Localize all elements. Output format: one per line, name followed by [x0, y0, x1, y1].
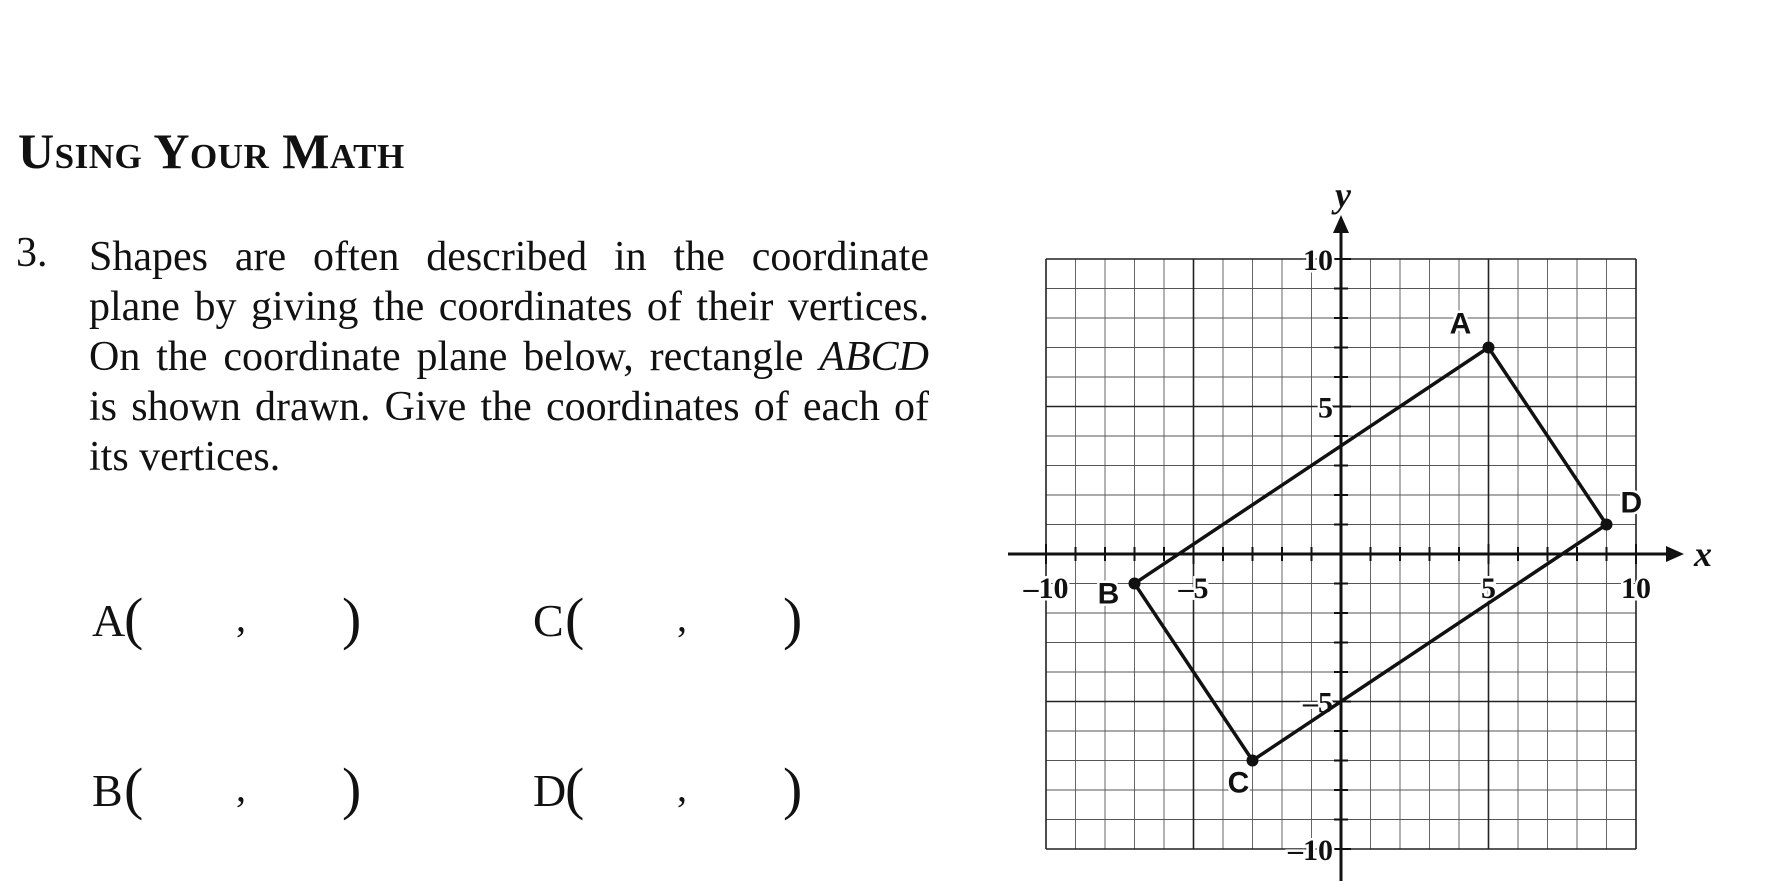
question-line-4: is shown drawn. Give the coordinates of each of: [89, 384, 929, 430]
question-line-3: [89, 332, 929, 382]
question-line-5: its vertices.: [89, 434, 281, 480]
comma: ,: [677, 595, 687, 640]
vertex-label-a: A: [1449, 307, 1472, 341]
question-text: [89, 232, 929, 482]
vertex-point-d: [1601, 519, 1613, 531]
y-tick-label: –10: [1288, 834, 1333, 867]
y-tick-label: –5: [1303, 686, 1333, 720]
y-axis-arrow: [1333, 215, 1349, 233]
y-axis-name: y: [1335, 175, 1351, 215]
answer-label: D: [533, 765, 567, 816]
x-axis-name: x: [1694, 534, 1712, 574]
open-paren: (: [124, 756, 144, 821]
y-tick-label: 10: [1303, 244, 1333, 277]
question-line-3-text: On the coordinate plane below, rectangle: [89, 334, 804, 380]
vertex-label-d: D: [1620, 486, 1643, 520]
question-line-1: Shapes are often described in the coordinate: [89, 234, 929, 280]
open-paren: (: [124, 586, 144, 651]
vertex-label-b: B: [1097, 577, 1120, 611]
question-number: 3.: [16, 230, 48, 276]
answer-label: B: [92, 765, 123, 816]
shape-name: ABCD: [819, 334, 930, 380]
comma: ,: [236, 595, 246, 640]
x-tick-label: 10: [1621, 572, 1651, 605]
close-paren: ): [342, 756, 362, 821]
comma: ,: [677, 765, 687, 810]
comma: ,: [236, 765, 246, 810]
close-paren: ): [783, 586, 803, 651]
vertex-point-b: [1129, 578, 1141, 590]
question-line-2: plane by giving the coordinates of their vertices.: [89, 284, 929, 330]
x-tick-label: –5: [1178, 572, 1209, 605]
x-axis-arrow: [1666, 546, 1684, 562]
x-tick-label: 5: [1481, 572, 1496, 605]
vertex-point-a: [1483, 342, 1495, 354]
open-paren: (: [565, 756, 585, 821]
section-heading: Using Your Math: [18, 123, 405, 179]
vertex-label-c: C: [1227, 766, 1250, 800]
y-tick-label: 5: [1318, 391, 1333, 425]
x-tick-label: –10: [1023, 572, 1069, 605]
coordinate-plane: [1000, 170, 1720, 890]
answer-label: C: [533, 595, 564, 646]
answer-label: A: [92, 595, 126, 646]
close-paren: ): [783, 756, 803, 821]
vertex-point-c: [1247, 755, 1259, 767]
open-paren: (: [565, 586, 585, 651]
close-paren: ): [342, 586, 362, 651]
